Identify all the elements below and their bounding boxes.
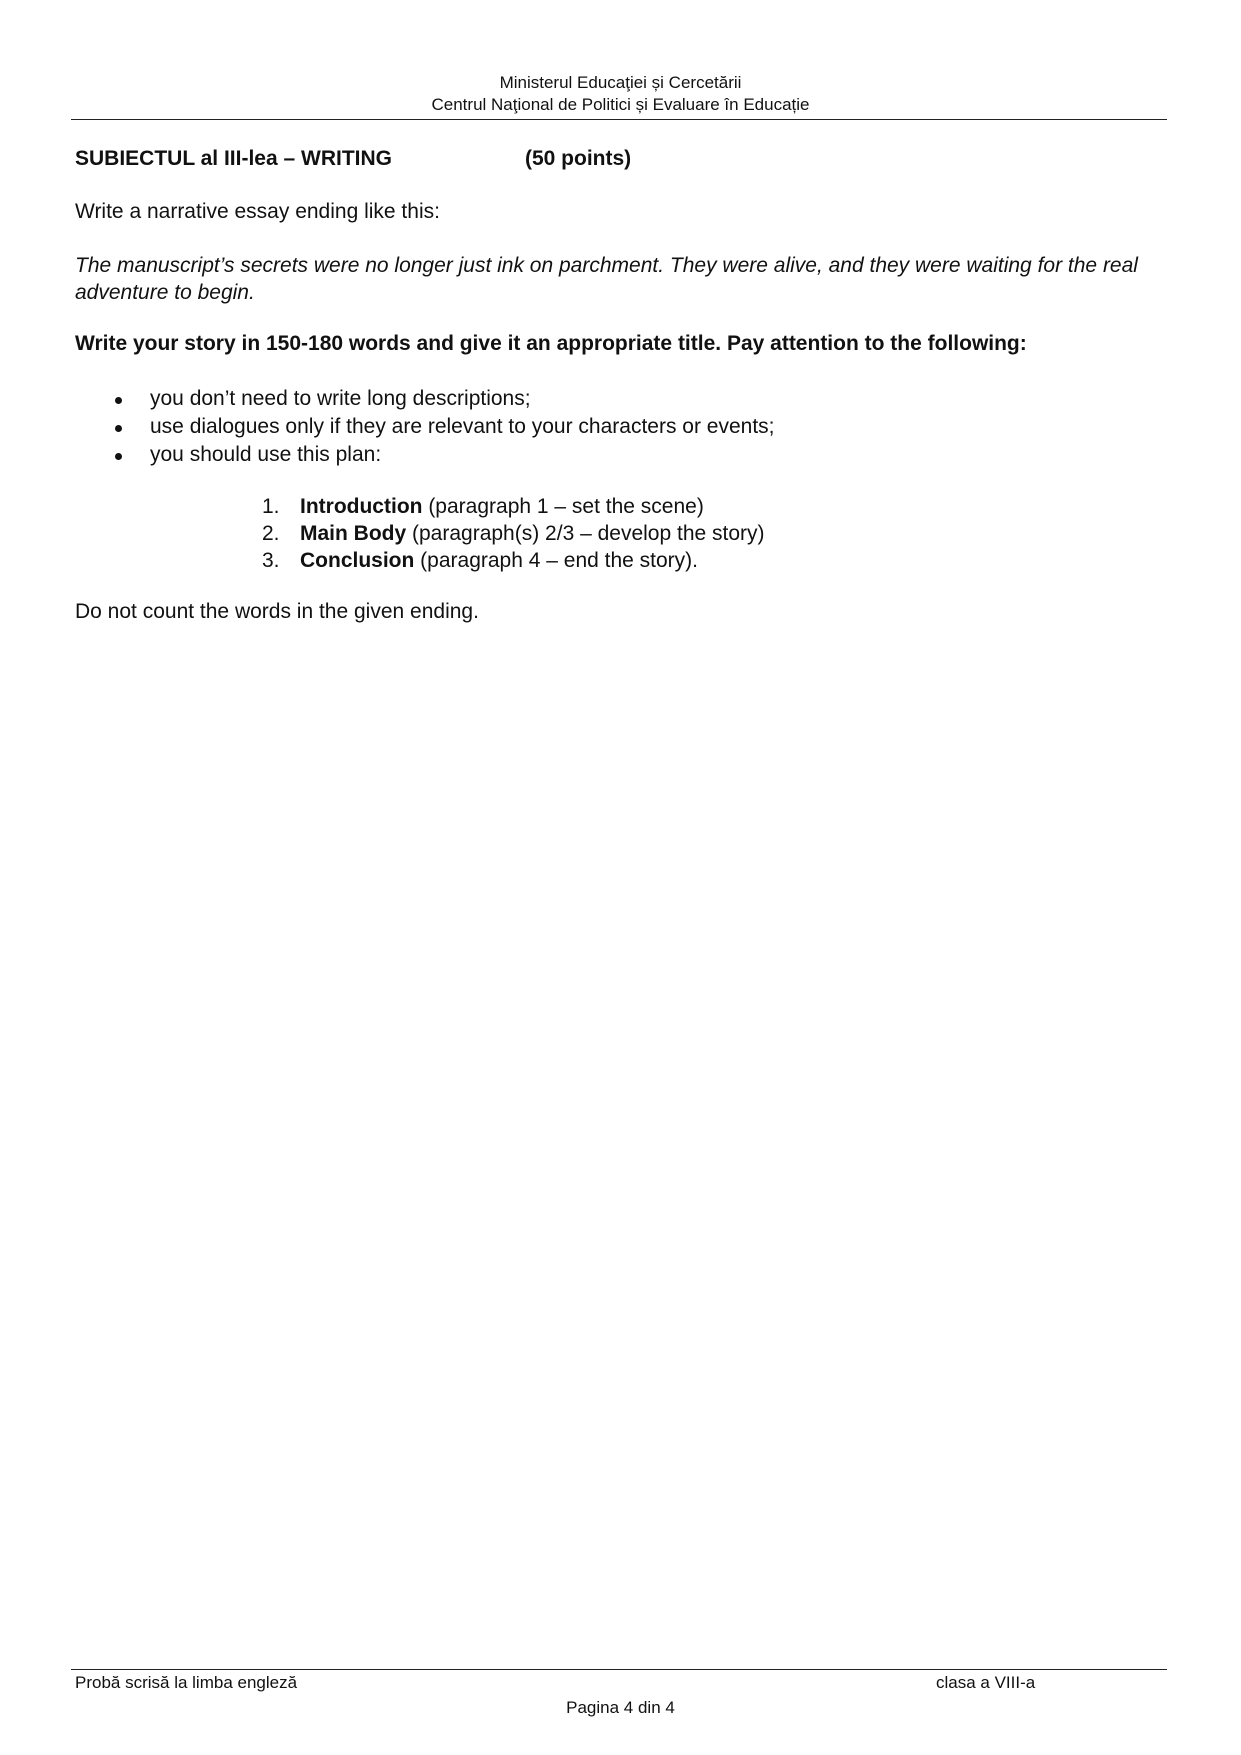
task-instruction: Write a narrative essay ending like this: (75, 200, 440, 223)
requirement-list (75, 385, 775, 469)
subject-title: SUBIECTUL al III-lea – WRITING (75, 147, 392, 170)
plan-item-number: 3. (262, 549, 280, 572)
list-item (75, 413, 775, 441)
list-item (75, 385, 775, 413)
list-item-text: you should use this plan: (150, 443, 382, 466)
bullet-icon (115, 425, 122, 432)
footer-grade: clasa a VIII-a (936, 1673, 1036, 1692)
given-ending: The manuscript’s secrets were no longer just ink on parchment. They were alive, and they were waiting for the real adventure to begin. (75, 254, 1138, 304)
header-ministry: Ministerul Educaţiei și Cercetării (499, 73, 742, 92)
footer-page-number: Pagina 4 din 4 (566, 1698, 675, 1717)
word-count-note: Do not count the words in the given ending. (75, 600, 479, 623)
subject-heading (75, 147, 632, 171)
plan-item-number: 1. (262, 495, 280, 518)
plan-item (262, 547, 765, 574)
task-requirement: Write your story in 150-180 words and give it an appropriate title. Pay attention to the following: (75, 332, 1027, 355)
page-header (0, 72, 1241, 116)
header-divider (71, 119, 1167, 120)
plan-item-number: 2. (262, 522, 280, 545)
subject-points: (50 points) (525, 147, 632, 170)
plan-item-label: Conclusion (300, 549, 415, 572)
header-center: Centrul Naţional de Politici și Evaluare în Educație (431, 95, 810, 114)
list-item-text: you don’t need to write long descriptions; (150, 387, 531, 410)
footer-exam-name: Probă scrisă la limba engleză (75, 1673, 298, 1692)
plan-item (262, 493, 765, 520)
footer-divider (71, 1669, 1167, 1670)
plan-item-label: Introduction (300, 495, 423, 518)
bullet-icon (115, 397, 122, 404)
plan-item-text: (paragraph 4 – end the story). (414, 549, 699, 572)
plan-item-text: (paragraph 1 – set the scene) (422, 495, 704, 518)
list-item-text: use dialogues only if they are relevant to your characters or events; (150, 415, 775, 438)
bullet-icon (115, 453, 122, 460)
plan-item (262, 520, 765, 547)
list-item (75, 441, 775, 469)
essay-plan (262, 493, 765, 574)
plan-item-text: (paragraph(s) 2/3 – develop the story) (406, 522, 765, 545)
plan-item-label: Main Body (300, 522, 407, 545)
